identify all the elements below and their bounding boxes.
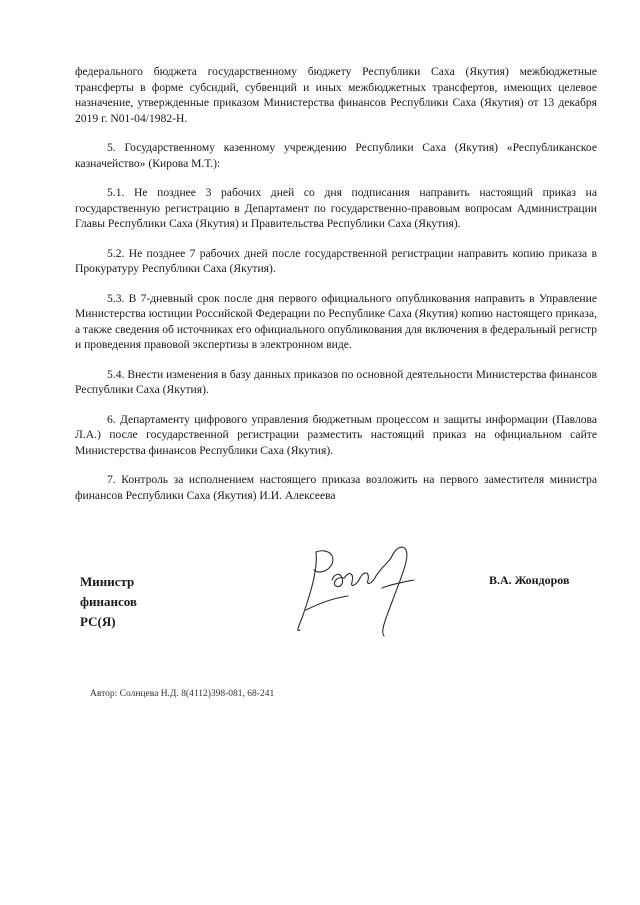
paragraph-item-5-2: 5.2. Не позднее 7 рабочих дней после государственной регистрации направить копию приказа в Прокуратуру Республики Саха (Якутия). bbox=[75, 246, 597, 275]
signatory-title-line: финансов bbox=[80, 594, 137, 609]
signatory-name: В.А. Жондоров bbox=[489, 573, 570, 587]
signatory-title-line: РС(Я) bbox=[80, 614, 116, 629]
paragraph-item-5-4: 5.4. Внести изменения в базу данных приказов по основной деятельности Министерства финансов Республики Саха (Якутия). bbox=[75, 367, 597, 396]
document-body bbox=[75, 64, 597, 517]
paragraph-item-7: 7. Контроль за исполнением настоящего приказа возложить на первого заместителя министра финансов Республики Саха (Якутия) И.И. Алексеева bbox=[75, 473, 597, 502]
signatory-title-line: Министр bbox=[80, 574, 135, 589]
paragraph-item-5-1: 5.1. Не позднее 3 рабочих дней со дня подписания направить настоящий приказ на государственную регистрацию в Департамент по государственно-правовым вопросам Администрации Главы Республики Саха (Якутия) и Правительства Республики Саха (Якутия). bbox=[75, 186, 597, 230]
paragraph-continuation: федерального бюджета государственному бюджету Республики Саха (Якутия) межбюджетные трансферты в форме субсидий, субвенций и иных межбюджетных трансфертов, имеющих целевое назначение, утвержденные приказом Министерства финансов Республики Саха (Якутия) от 13 декабря 2019 г. N01-04/1982-Н. bbox=[75, 65, 597, 125]
signatory-title bbox=[80, 572, 137, 632]
paragraph-item-6: 6. Департаменту цифрового управления бюджетным процессом и защиты информации (Павлова Л.А.) после государственной регистрации разместить настоящий приказ на официальном сайте Министерства финансов Республики Саха (Якутия). bbox=[75, 412, 597, 457]
paragraph-item-5-3: 5.3. В 7-дневный срок после дня первого официального опубликования направить в Управление Министерства юстиции Российской Федерации по Республике Саха (Якутия) копию настоящего приказа, а также сведения об источниках его официального опубликования для включения в федеральный регистр и проведения правовой экспертизы в электронном виде. bbox=[75, 291, 597, 351]
handwritten-signature bbox=[288, 540, 438, 640]
paragraph-item-5: 5. Государственному казенному учреждению Республики Саха (Якутия) «Республиканское казначейство» (Кирова М.Т.): bbox=[75, 141, 597, 170]
author-line: Автор: Солнцева Н.Д. 8(4112)398-081, 68-241 bbox=[90, 689, 275, 699]
